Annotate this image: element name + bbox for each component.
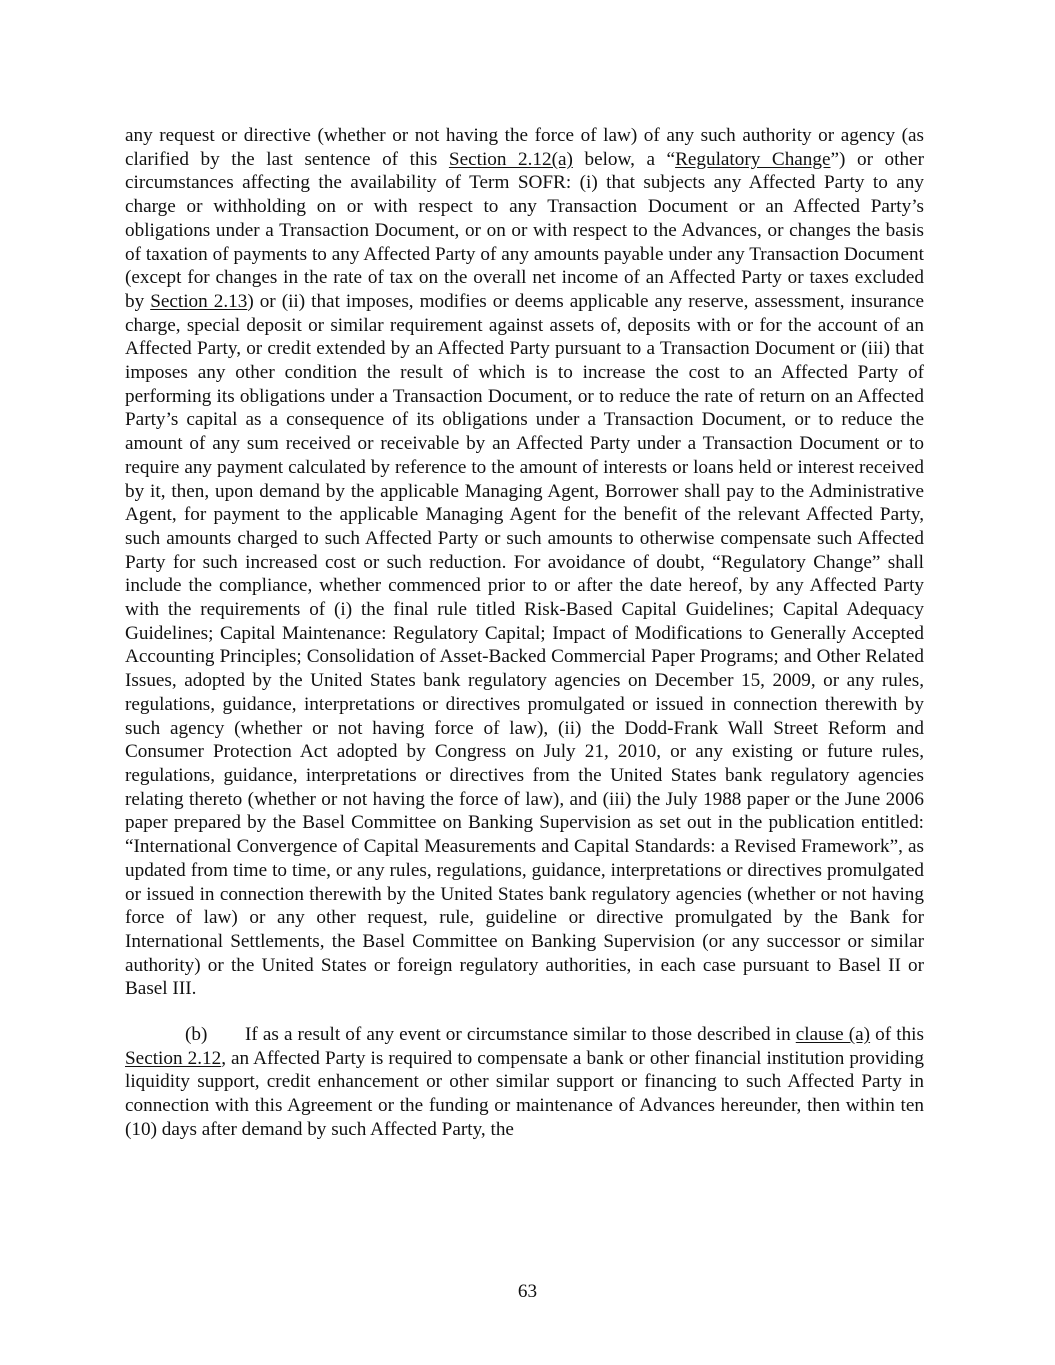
clause-reference: clause (a) [795, 1024, 871, 1046]
section-reference: Section 2.12(a) [448, 148, 573, 170]
section-reference: Section 2.12 [125, 1047, 222, 1069]
document-page [125, 124, 924, 1142]
text-segment: If as a result of any event or circumstance similar to those described in [245, 1024, 796, 1046]
text-segment: ”) or other circumstances affecting the availability of Term SOFR: (i) that subjects any Affected Party to any charge or withholding on or with respect to any Transaction Document or an Affected Party’s obligations under a Transaction Document, or on or with respect to the Advances, or changes the basis of taxation of payments to any Affected Party of any amounts payable under any Transaction Document (except for changes in the rate of tax on the overall net income of an Affected Party or taxes excluded by [125, 148, 924, 312]
text-segment: ) or (ii) that imposes, modifies or deems applicable any reserve, assessment, insurance charge, special deposit or similar requirement against assets of, deposits with or for the account of an Affected Party, or credit extended by an Affected Party pursuant to a Transaction Document or (iii) that imposes any other condition the result of which is to increase the cost to an Affected Party of performing its obligations under a Transaction Document, or to reduce the rate of return on an Affected Party’s capital as a consequence of its obligations under a Transaction Document, or to reduce the amount of any sum received or receivable by an Affected Party under a Transaction Document or to require any payment calculated by reference to the amount of interests or loans held or interest received by it, then, upon demand by the applicable Managing Agent, Borrower shall pay to the Administrative Agent, for payment to the applicable Managing Agent for the benefit of the relevant Affected Party, such amounts charged to such Affected Party or such amounts to otherwise compensate such Affected Party for such increased cost or such reduction. For avoidance of doubt, “Regulatory Change” shall include the compliance, whether commenced prior to or after the date hereof, by any Affected Party with the requirements of (i) the final rule titled Risk-Based Capital Guidelines; Capital Adequacy Guidelines; Capital Maintenance: Regulatory Capital; Impact of Modifications to Generally Accepted Accounting Principles; Consolidation of Asset-Backed Commercial Paper Programs; and Other Related Issues, adopted by the United States bank regulatory agencies on December 15, 2009, or any rules, regulations, guidance, interpretations or directives promulgated or issued in connection therewith by such agency (whether or not having force of law), (ii) the Dodd-Frank Wall Street Reform and Consumer Protection Act adopted by Congress on July 21, 2010, or any existing or future rules, regulations, guidance, interpretations or directives from the United States bank regulatory agencies relating thereto (whether or not having the force of law), and (iii) the July 1988 paper or the June 2006 paper prepared by the Basel Committee on Banking Supervision as set out in the publication entitled: “International Convergence of Capital Measurements and Capital Standards: a Revised Framework”, as updated from time to time, or any rules, regulations, guidance, interpretations or directives promulgated or issued in connection therewith by the United States bank regulatory agencies (whether or not having force of law) or any other request, rule, guideline or directive promulgated by the Bank for International Settlements, the Basel Committee on Banking Supervision (or any successor or similar authority) or the United States or foreign regulatory authorities, in each case pursuant to Basel II or Basel III. [125, 290, 925, 1000]
section-reference: Section 2.13 [150, 290, 248, 312]
clause-label: (b) [185, 1024, 208, 1046]
text-segment: , an Affected Party is required to compensate a bank or other financial institution providing liquidity support, credit enhancement or other similar support or financing to such Affected Party in connection with this Agreement or the funding or maintenance of Advances hereunder, then within ten (10) days after demand by such Affected Party, the [125, 1047, 924, 1140]
paragraph-clause-b [125, 1023, 924, 1142]
text-segment: of this [870, 1024, 924, 1046]
defined-term: Regulatory Change [675, 148, 831, 170]
text-segment: any request or directive (whether or not having the force of law) of any such authority or agency (as clarified by the last sentence of this [125, 125, 924, 170]
page-number: 63 [517, 1281, 538, 1302]
text-segment: below, a “ [572, 148, 676, 170]
paragraph-regulatory-change [125, 124, 924, 1001]
